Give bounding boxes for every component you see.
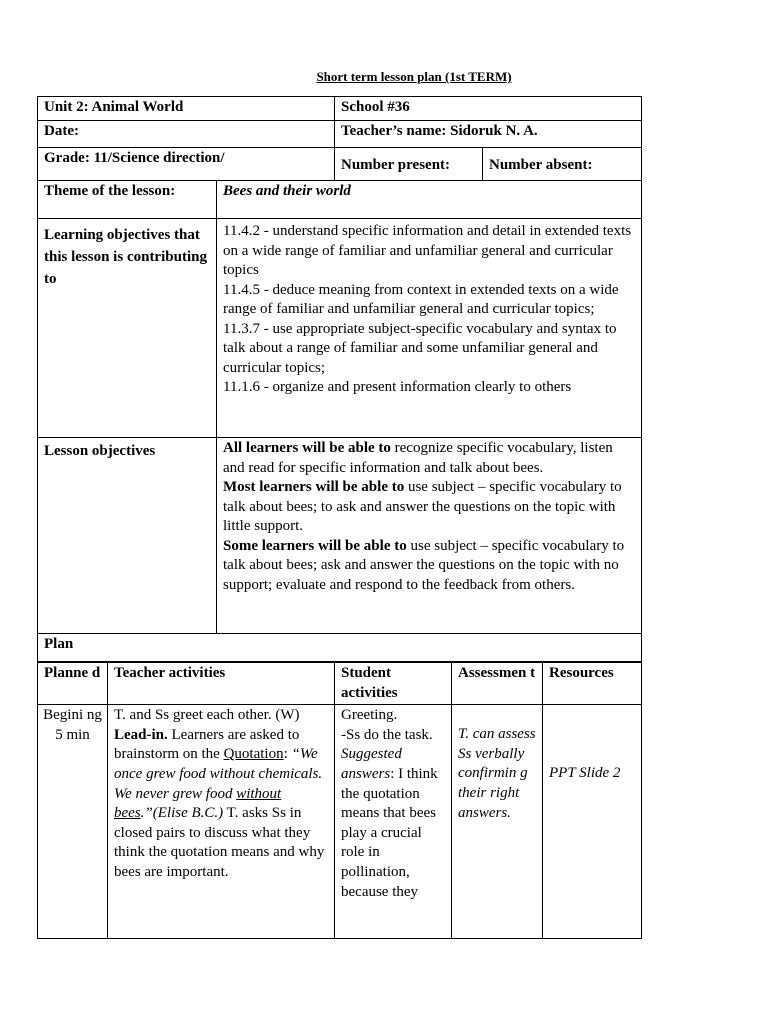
student-activities-cell — [335, 705, 452, 939]
learning-objective-item: 11.1.6 - organize and present information clearly to others — [223, 379, 572, 395]
page-title: Short term lesson plan (1st TERM) — [316, 69, 512, 84]
student-task: -Ss do the task. — [341, 726, 433, 743]
lesson-objective-item: Most learners will be able to use subject – specific vocabulary to talk about bees; to ask and answer the questions on the topic with little support. — [223, 479, 622, 534]
teacher-activities-header: Teacher activities — [108, 663, 335, 705]
number-absent-cell: Number absent: — [483, 148, 642, 181]
number-present-cell: Number present: — [335, 148, 483, 181]
unit-cell: Unit 2: Animal World — [38, 97, 335, 121]
resources-header: Resources — [543, 663, 642, 705]
grade-cell: Grade: 11/Science direction/ — [38, 148, 335, 181]
plan-label: Plan — [38, 634, 642, 662]
stage-time: 5 min — [55, 726, 90, 743]
learning-objectives-list — [217, 219, 642, 438]
student-activities-header: Student activities — [335, 663, 452, 705]
teacher-greeting: T. and Ss greet each other. (W) — [114, 707, 300, 724]
lesson-objective-item: All learners will be able to recognize specific vocabulary, listen and read for specific information and talk about bees. — [223, 440, 613, 476]
lesson-objectives-list — [217, 438, 642, 634]
theme-value: Bees and their world — [217, 181, 642, 219]
lesson-plan-header-table — [37, 96, 642, 662]
learning-objectives-label: Learning objectives that this lesson is contributing to — [38, 219, 217, 438]
teacher-name-cell: Teacher’s name: Sidoruk N. A. — [335, 121, 642, 148]
lesson-objectives-label: Lesson objectives — [38, 438, 217, 634]
stage-label: Begini ng — [43, 707, 102, 724]
theme-label: Theme of the lesson: — [38, 181, 217, 219]
school-cell: School #36 — [335, 97, 642, 121]
learning-objective-item: 11.4.2 - understand specific information and detail in extended texts on a wide range of familiar and unfamiliar general and curricular topics — [223, 223, 632, 278]
student-greeting: Greeting. — [341, 707, 398, 724]
student-suggested-answer: Suggested answers: I think the quotation means that bees play a crucial role in pollination, because they — [341, 746, 438, 900]
teacher-activities-cell — [108, 705, 335, 939]
assessment-cell: T. can assess Ss verbally confirmin g their right answers. — [452, 705, 543, 939]
plan-table — [37, 662, 642, 939]
assessment-header: Assessmen t — [452, 663, 543, 705]
lesson-objective-item: Some learners will be able to use subject – specific vocabulary to talk about bees; ask and answer the questions on the topic with no support; evaluate and respond to the feedback from others. — [223, 537, 625, 593]
stage-cell — [38, 705, 108, 939]
learning-objective-item: 11.4.5 - deduce meaning from context in extended texts on a wide range of familiar and unfamiliar general and curricular topics; — [223, 281, 619, 317]
learning-objective-item: 11.3.7 - use appropriate subject-specific vocabulary and syntax to talk about a range of familiar and some unfamiliar general and curricular topics; — [223, 320, 617, 376]
planned-header: Planne d — [38, 663, 108, 705]
date-cell: Date: — [38, 121, 335, 148]
resources-cell: PPT Slide 2 — [543, 705, 642, 939]
teacher-leadin: Lead-in. Learners are asked to brainstorm on the Quotation: “We once grew food without chemicals. We never grew food without bees.”(Elise B.C.) T. asks Ss in closed pairs to discuss what they think the quotation means and why bees are important. — [114, 726, 325, 880]
